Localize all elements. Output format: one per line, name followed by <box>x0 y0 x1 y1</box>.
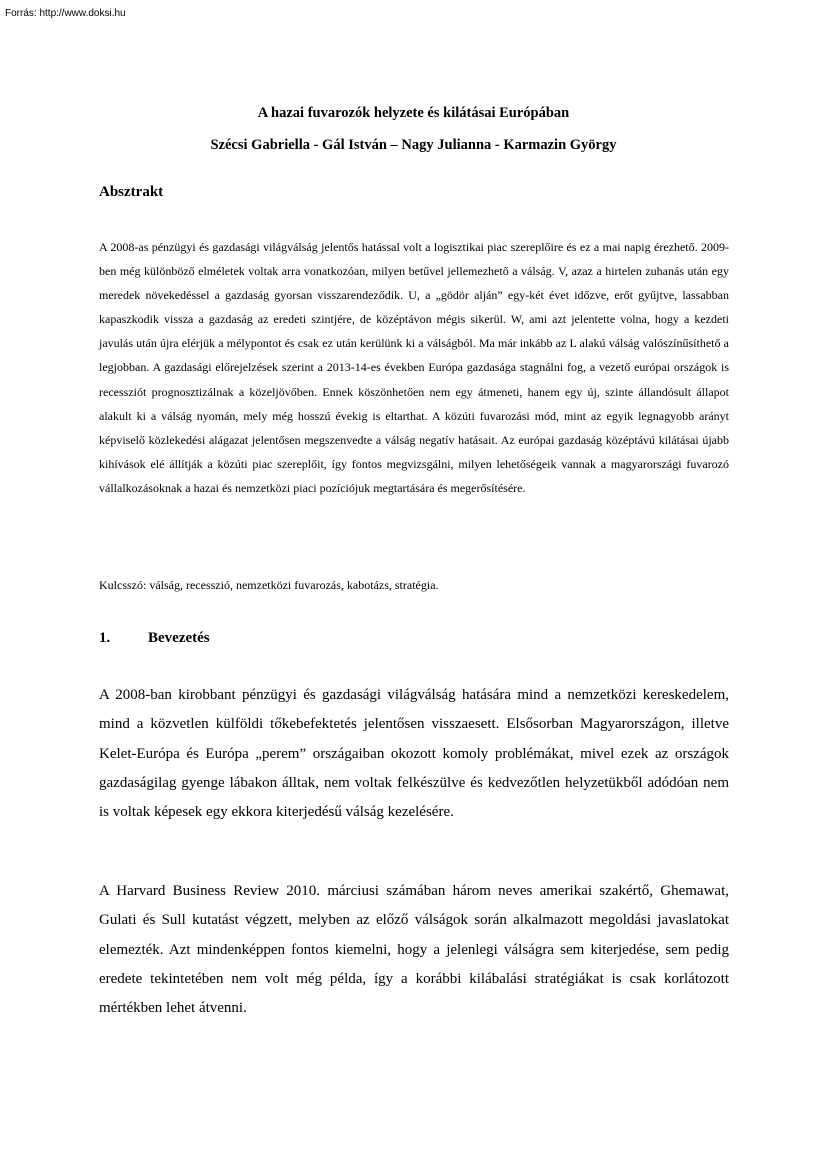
body-paragraph: A Harvard Business Review 2010. márciusi számában három neves amerikai szakértő, Ghemawat, Gulati és Sull kutatást végzett, melyben az előző válságok során alkalmazott megoldási javaslatokat elemezték. Azt mindenképpen fontos kiemelni, hogy a jelenlegi válságra sem kiterjedése, sem pedig eredete tekintetében nem volt még példa, így a korábbi kilábalási stratégiákat is csak korlátozott mértékben lehet átvenni. <box>99 883 729 1017</box>
title-block <box>0 97 827 161</box>
abstract-heading: Absztrakt <box>99 184 164 200</box>
authors: Szécsi Gabriella - Gál István – Nagy Julianna - Karmazin György <box>210 137 617 153</box>
section-number: 1. <box>99 630 111 646</box>
document-title: A hazai fuvarozók helyzete és kilátásai Európában <box>257 105 570 121</box>
section-title: Bevezetés <box>148 630 210 646</box>
keywords: Kulcsszó: válság, recesszió, nemzetközi fuvarozás, kabotázs, stratégia. <box>99 578 439 592</box>
body-paragraph: A 2008-ban kirobbant pénzügyi és gazdasági világválság hatására mind a nemzetközi kereskedelem, mind a közvetlen külföldi tőkebefektetés jelentősen visszaesett. Elsősorban Magyarországon, illetve Kelet-Európa és Európa „perem” országaiban okozott komoly problémákat, mivel ezek az országok gazdaságilag gyenge lábakon álltak, nem voltak felkészülve és kedvezőtlen helyzetükből adódóan nem is voltak képesek egy ekkora kiterjedésű válság kezelésére. <box>99 687 729 821</box>
source-label: Forrás: http://www.doksi.hu <box>5 8 126 19</box>
section-heading <box>99 630 210 647</box>
abstract-text: A 2008-as pénzügyi és gazdasági világválság jelentős hatással volt a logisztikai piac szereplőire és ez a mai napig érezhető. 2009-ben még különböző elméletek voltak arra vonatkozóan, milyen betűvel jellemezhető a válság. V, azaz a hirtelen zuhanás után egy meredek növekedéssel a gazdaság gyorsan visszarendeződik. U, a „gödör alján” egy-két évet időzve, erőt gyűjtve, lassabban kapaszkodik vissza a gazdaság az eredeti szintjére, de középtávon mégis sikerül. W, ami azt jelentette volna, hogy a kezdeti javulás után újra elérjük a mélypontot és csak ez után kerülünk ki a válságból. Ma már inkább az L alakú válság valószínűsíthető a legjobban. A gazdasági előrejelzések szerint a 2013-14-es években Európa gazdasága stagnálni fog, a vezető európai országok is recessziót prognosztizálnak a közeljövőben. Ennek köszönhetően nem egy átmeneti, hanem egy új, szinte állandósult állapot alakult ki a válság nyomán, mely még hosszú évekig is eltarthat. A közúti fuvarozási mód, mint az egyik legnagyobb arányt képviselő közlekedési alágazat jelentősen megszenvedte a válság negatív hatásait. Az európai gazdaság középtávú kilátásai újabb kihívások elé állítják a közúti piac szereplőit, így fontos megvizsgálni, milyen lehetőségeik vannak a magyarországi fuvarozó vállalkozásoknak a hazai és nemzetközi piaci pozíciójuk megtartására és megerősítésére. <box>99 240 729 495</box>
